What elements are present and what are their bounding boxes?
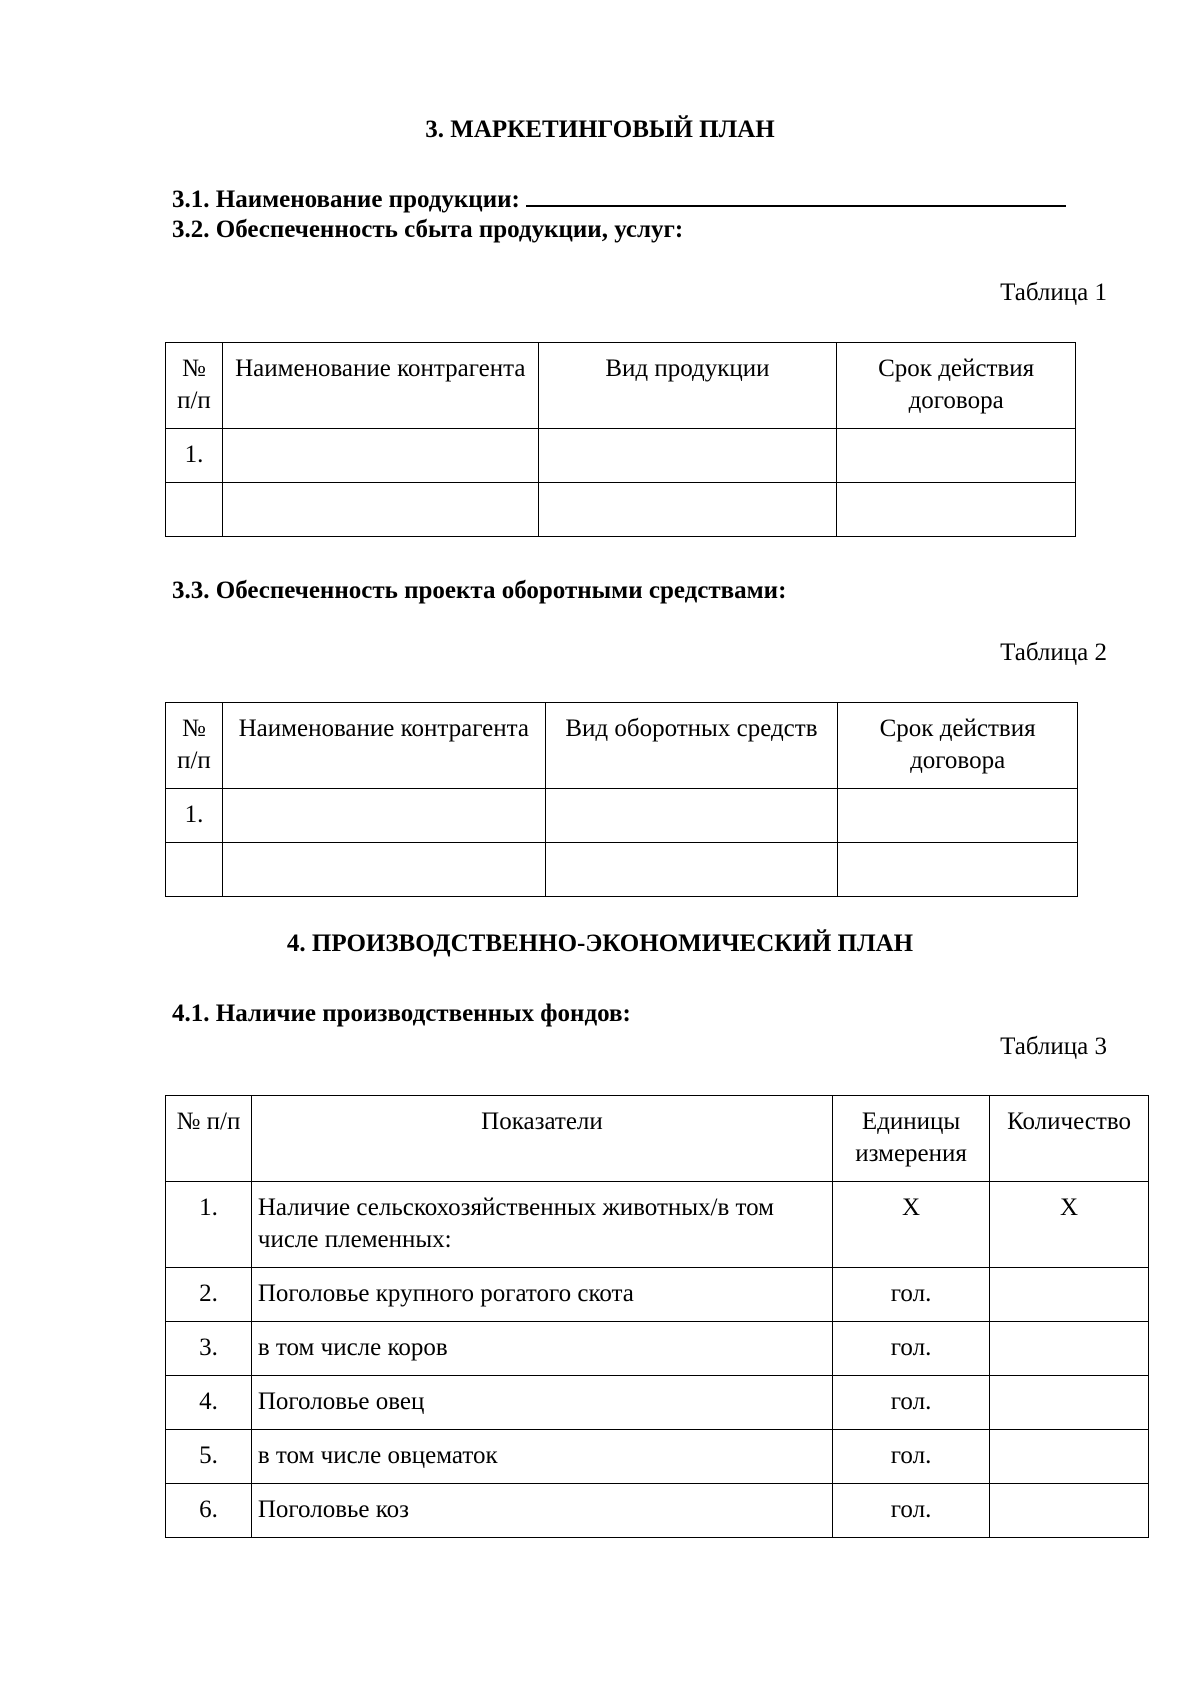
table-3-header-cell: Количество bbox=[990, 1096, 1149, 1182]
table-cell: 6. bbox=[166, 1484, 252, 1538]
table-cell: 2. bbox=[166, 1268, 252, 1322]
table-1 bbox=[165, 342, 1076, 537]
table-3-header-cell: Показатели bbox=[251, 1096, 832, 1182]
item-3-3: 3.3. Обеспеченность проекта оборотными средствами: bbox=[172, 577, 787, 604]
table-row bbox=[166, 1376, 1149, 1430]
table-3 bbox=[165, 1095, 1149, 1538]
table-2-header-row bbox=[166, 703, 1078, 789]
table-cell: 3. bbox=[166, 1322, 252, 1376]
table-cell: Поголовье крупного рогатого скота bbox=[251, 1268, 832, 1322]
table-row bbox=[166, 843, 1078, 897]
table-cell: в том числе овцематок bbox=[251, 1430, 832, 1484]
table-2-header-cell: Наименование контрагента bbox=[222, 703, 545, 789]
item-4-1: 4.1. Наличие производственных фондов: bbox=[172, 1000, 631, 1027]
table-cell bbox=[222, 483, 538, 537]
table-cell bbox=[166, 843, 223, 897]
table-cell: 1. bbox=[166, 1182, 252, 1268]
table-2-header-cell: Вид оборотных средств bbox=[545, 703, 838, 789]
table-row bbox=[166, 1484, 1149, 1538]
product-name-blank[interactable] bbox=[526, 183, 1066, 207]
table-cell bbox=[166, 483, 223, 537]
table-row bbox=[166, 1268, 1149, 1322]
table-cell: 4. bbox=[166, 1376, 252, 1430]
table-cell bbox=[990, 1268, 1149, 1322]
table-3-header-cell: Единицы измерения bbox=[833, 1096, 990, 1182]
table-1-header-cell: Вид продукции bbox=[538, 343, 837, 429]
table-cell bbox=[837, 429, 1076, 483]
table-cell: Х bbox=[833, 1182, 990, 1268]
table-cell bbox=[538, 483, 837, 537]
table-cell bbox=[538, 429, 837, 483]
table-row bbox=[166, 483, 1076, 537]
table-1-header-cell: Наименование контрагента bbox=[222, 343, 538, 429]
table-cell: гол. bbox=[833, 1322, 990, 1376]
table-cell bbox=[990, 1484, 1149, 1538]
table-cell bbox=[222, 429, 538, 483]
item-3-1-label: 3.1. Наименование продукции: bbox=[172, 186, 520, 213]
table-cell: 5. bbox=[166, 1430, 252, 1484]
table-1-header-row bbox=[166, 343, 1076, 429]
table-cell bbox=[222, 789, 545, 843]
table-cell bbox=[990, 1322, 1149, 1376]
table-2-header-cell: № п/п bbox=[166, 703, 223, 789]
table-1-caption: Таблица 1 bbox=[1000, 279, 1107, 306]
table-cell: гол. bbox=[833, 1268, 990, 1322]
table-3-header-row bbox=[166, 1096, 1149, 1182]
table-row bbox=[166, 1182, 1149, 1268]
table-cell bbox=[838, 789, 1078, 843]
table-1-header-cell: Срок действия договора bbox=[837, 343, 1076, 429]
table-cell bbox=[838, 843, 1078, 897]
table-cell: гол. bbox=[833, 1484, 990, 1538]
section-4-title: 4. ПРОИЗВОДСТВЕННО-ЭКОНОМИЧЕСКИЙ ПЛАН bbox=[286, 930, 914, 957]
section-3-title: 3. МАРКЕТИНГОВЫЙ ПЛАН bbox=[425, 116, 775, 143]
table-cell: 1. bbox=[166, 789, 223, 843]
table-row bbox=[166, 1430, 1149, 1484]
table-cell: Поголовье коз bbox=[251, 1484, 832, 1538]
table-cell: в том числе коров bbox=[251, 1322, 832, 1376]
table-2-header-cell: Срок действия договора bbox=[838, 703, 1078, 789]
table-row bbox=[166, 789, 1078, 843]
table-cell bbox=[990, 1430, 1149, 1484]
table-cell: 1. bbox=[166, 429, 223, 483]
table-2-caption: Таблица 2 bbox=[1000, 639, 1107, 666]
table-1-header-cell: № п/п bbox=[166, 343, 223, 429]
table-cell bbox=[545, 843, 838, 897]
table-3-caption: Таблица 3 bbox=[1000, 1033, 1107, 1060]
table-cell bbox=[222, 843, 545, 897]
table-cell bbox=[990, 1376, 1149, 1430]
table-cell bbox=[837, 483, 1076, 537]
table-cell bbox=[545, 789, 838, 843]
item-3-2: 3.2. Обеспеченность сбыта продукции, услуг: bbox=[172, 216, 684, 243]
table-cell: гол. bbox=[833, 1430, 990, 1484]
table-cell: Поголовье овец bbox=[251, 1376, 832, 1430]
item-3-1 bbox=[172, 183, 1066, 214]
table-cell: Х bbox=[990, 1182, 1149, 1268]
table-cell: гол. bbox=[833, 1376, 990, 1430]
table-3-header-cell: № п/п bbox=[166, 1096, 252, 1182]
table-2 bbox=[165, 702, 1078, 897]
table-row bbox=[166, 1322, 1149, 1376]
table-row bbox=[166, 429, 1076, 483]
table-cell: Наличие сельскохозяйственных животных/в том числе племенных: bbox=[251, 1182, 832, 1268]
